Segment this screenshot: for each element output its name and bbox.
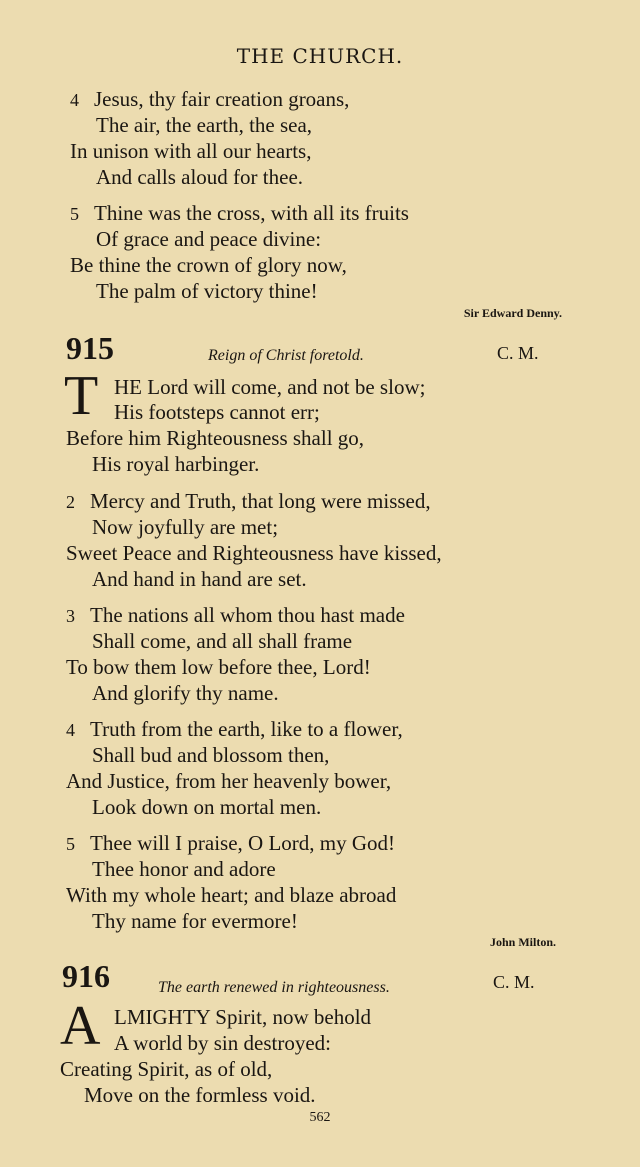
author-attribution: Sir Edward Denny.: [463, 306, 562, 320]
running-head: THE CHURCH.: [236, 44, 404, 68]
verse-line: 5 Thine was the cross, with all its fruits: [70, 201, 409, 225]
verse-line: Shall come, and all shall frame: [92, 629, 353, 653]
verse-line: Look down on mortal men.: [92, 795, 322, 819]
verse-line: Move on the formless void.: [84, 1083, 316, 1107]
hymn-meter: C. M.: [497, 343, 539, 363]
verse-line: LMIGHTY Spirit, now behold: [114, 1005, 372, 1029]
verse-line: With my whole heart; and blaze abroad: [66, 883, 397, 907]
verse-line: HE Lord will come, and not be slow;: [114, 375, 426, 399]
verse-line: 4 Jesus, thy fair creation groans,: [70, 87, 350, 111]
verse-line: His footsteps cannot err;: [114, 400, 320, 424]
verse-line: The palm of victory thine!: [96, 279, 318, 303]
verse-line: And hand in hand are set.: [92, 567, 307, 591]
verse-line: Be thine the crown of glory now,: [70, 253, 347, 277]
verse-line: A world by sin destroyed:: [114, 1031, 331, 1055]
verse-line: And Justice, from her heavenly bower,: [66, 769, 392, 793]
verse-line: His royal harbinger.: [92, 452, 260, 476]
verse-line: Sweet Peace and Righteousness have kissed,: [66, 541, 442, 565]
stanza-number: 2: [66, 492, 75, 512]
verse-line: And glorify thy name.: [92, 681, 279, 705]
verse-line: Of grace and peace divine:: [96, 227, 322, 251]
verse-line: Creating Spirit, as of old,: [60, 1057, 273, 1081]
hymn-title: The earth renewed in righteousness.: [158, 979, 390, 996]
stanza-number: 5: [66, 834, 75, 854]
verse-line: In unison with all our hearts,: [70, 139, 312, 163]
verse-line: 3 The nations all whom thou hast made: [66, 603, 405, 627]
drop-cap: T: [64, 365, 99, 427]
verse-line: Thee honor and adore: [92, 857, 276, 881]
page-number: 562: [309, 1110, 331, 1125]
hymn-number: 915: [66, 330, 114, 366]
author-attribution: John Milton.: [489, 935, 556, 949]
verse-line: The air, the earth, the sea,: [96, 113, 313, 137]
verse-line: Before him Righteousness shall go,: [66, 426, 365, 450]
hymn-title: Reign of Christ foretold.: [208, 347, 364, 364]
hymn-meter: C. M.: [493, 972, 535, 992]
verse-line: And calls aloud for thee.: [96, 165, 304, 189]
stanza-number: 4: [70, 90, 79, 110]
verse-line: Now joyfully are met;: [92, 515, 279, 539]
stanza-number: 4: [66, 720, 75, 740]
stanza-number: 3: [66, 606, 75, 626]
drop-cap: A: [60, 995, 101, 1057]
verse-line: Shall bud and blossom then,: [92, 743, 330, 767]
hymn-number: 916: [62, 958, 110, 994]
verse-line: Thy name for evermore!: [92, 909, 298, 933]
verse-line: To bow them low before thee, Lord!: [66, 655, 371, 679]
verse-line: 4 Truth from the earth, like to a flower,: [66, 717, 403, 741]
verse-line: 5 Thee will I praise, O Lord, my God!: [66, 831, 396, 855]
verse-line: 2 Mercy and Truth, that long were missed,: [66, 489, 431, 513]
stanza-number: 5: [70, 204, 79, 224]
